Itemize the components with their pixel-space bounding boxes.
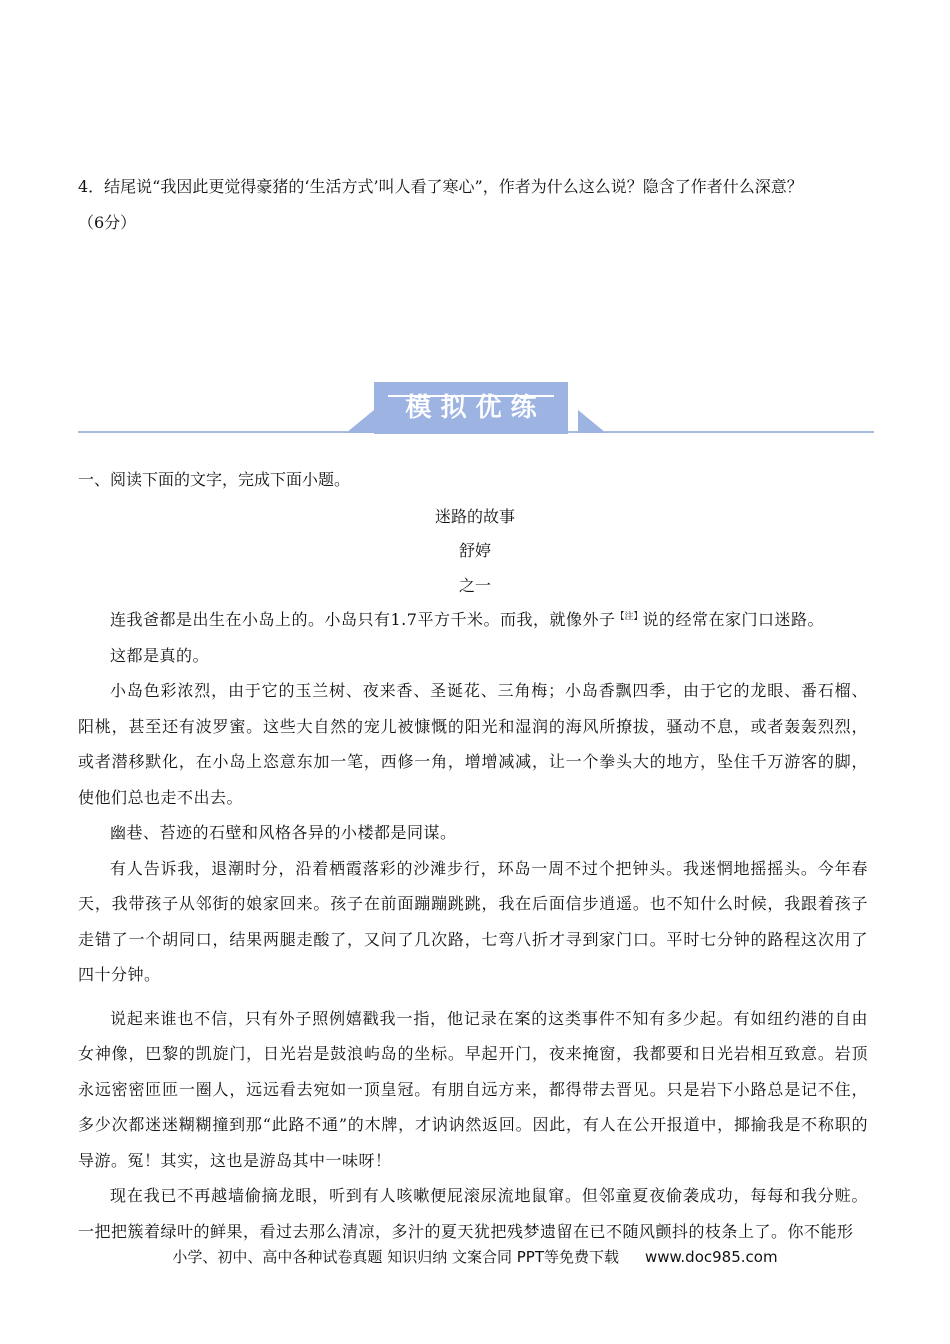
paragraph-1: 连我爸都是出生在小岛上的。小岛只有1.7平方千米。而我，就像外子$^{【注】}$说的经常在家门口迷路。 <box>110 610 824 629</box>
question-4-text: 4．结尾说“我因此更觉得豪猪的‘生活方式’叫人看了寒心”，作者为什么这么说？隐含了作者什么深意？ <box>78 177 803 196</box>
question-4-score: （6分） <box>78 213 137 232</box>
section-instruction: 一、阅读下面的文字，完成下面小题。 <box>78 470 351 489</box>
banner-left-wedge <box>346 410 374 433</box>
article-body <box>78 600 868 1249</box>
paragraph-6: 说起来谁也不信，只有外子照例嬉戳我一指，他记录在案的这类事件不知有多少起。有如纽约港的自由女神像，巴黎的凯旋门，日光岩是鼓浪屿岛的坐标。早起开门，夜来掩窗，我都要和日光岩相互致意。岩顶永远密密匝匝一圈人，远远看去宛如一顶皇冠。有朋自远方来，都得带去晋见。只是岩下小路总是记不住，多少次都迷迷糊糊撞到那“此路不通”的木牌，才讷讷然返回。因此，有人在公开报道中，揶揄我是不称职的导游。冤！其实，这也是游岛其中一味呀！ <box>78 1008 868 1170</box>
paragraph-4: 幽巷、苔迹的石壁和风格各异的小楼都是同谋。 <box>110 823 457 842</box>
article-title: 迷路的故事 <box>434 507 515 526</box>
section-banner <box>78 380 874 436</box>
paragraph-3: 小岛色彩浓烈，由于它的玉兰树、夜来香、圣诞花、三角梅；小岛香飘四季，由于它的龙眼、番石榴、阳桃，甚至还有波罗蜜。这些大自然的宠儿被慷慨的阳光和湿润的海风所撩拔，骚动不息，或者轰轰烈烈，或者潜移默化，在小岛上恣意东加一笔，西修一角，增增减减，让一个拳头大的地方，坠住千万游客的脚，使他们总也走不出去。 <box>78 681 868 807</box>
footer-site: www.doc985.com <box>644 1248 778 1266</box>
paragraph-5: 有人告诉我，退潮时分，沿着栖霞落彩的沙滩步行，环岛一周不过个把钟头。我迷惘地摇摇头。今年春天，我带孩子从邻街的娘家回来。孩子在前面蹦蹦跳跳，我在后面信步逍遥。也不知什么时候，我跟着孩子走错了一个胡同口，结果两腿走酸了，又问了几次路，七弯八折才寻到家门口。平时七分钟的路程这次用了四十分钟。 <box>78 858 868 984</box>
footnote-marker: 【注】 <box>615 612 643 622</box>
banner-right-wedge <box>578 410 606 433</box>
footer-text: 小学、初中、高中各种试卷真题 知识归纳 文案合同 PPT等免费下载 <box>172 1248 619 1266</box>
banner-title: 模 拟 优 练 <box>405 393 537 423</box>
paragraph-7: 现在我已不再越墙偷摘龙眼，听到有人咳嗽便屁滚尿流地鼠窜。但邻童夏夜偷袭成功，每每和我分赃。一把把簇着绿叶的鲜果，看过去那么清凉，多汁的夏天犹把残梦遗留在已不随风颤抖的枝条上了。你不能形 <box>78 1186 868 1241</box>
article-author: 舒婷 <box>458 541 491 560</box>
paragraph-2: 这都是真的。 <box>110 645 210 665</box>
page-footer <box>0 1246 950 1267</box>
article-part: 之一 <box>458 576 491 595</box>
